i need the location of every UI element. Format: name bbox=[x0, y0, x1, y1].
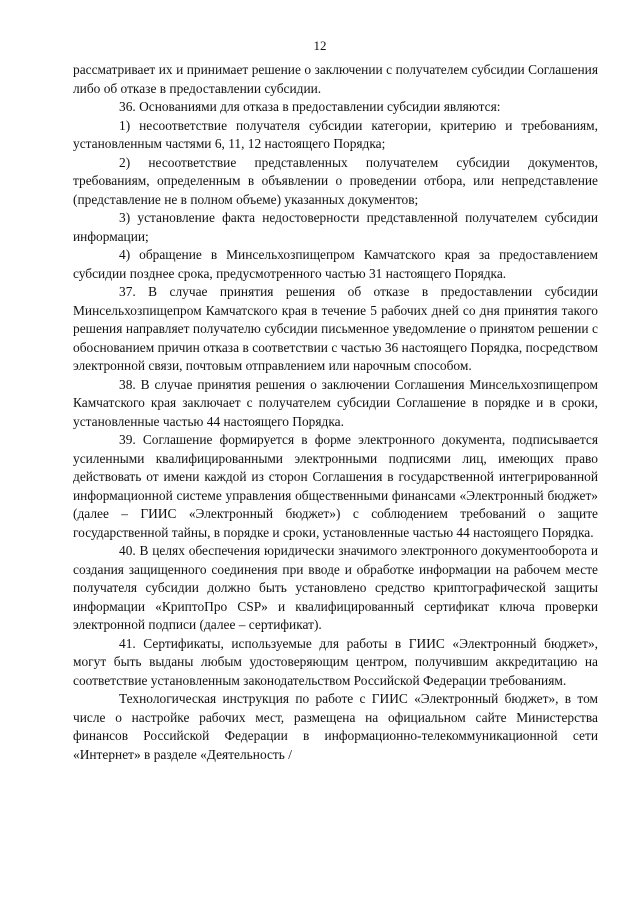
paragraph-41: 41. Сертификаты, используемые для работы в ГИИС «Электронный бюджет», могут быть выданы любым удостоверяющим центром, получившим аккредитацию на соответствие установленным законодательством Российской Федерации требованиям. bbox=[73, 635, 598, 688]
paragraph-37: 37. В случае принятия решения об отказе в предоставлении субсидии Минсельхозпищепром Камчатского края в течение 5 рабочих дней со дня принятия такого решения направляет получателю субсидии письменное уведомление о принятом решении с обоснованием причин отказа в соответствии с частью 36 настоящего Порядка, посредством электронной связи, почтовым отправлением или нарочным способом. bbox=[73, 284, 598, 373]
paragraph-continuation: рассматривает их и принимает решение о заключении с получателем субсидии Соглашения либо об отказе в предоставлении субсидии. bbox=[73, 62, 598, 96]
page-number: 12 bbox=[313, 38, 327, 53]
paragraph-36-item-1: 1) несоответствие получателя субсидии категории, критерию и требованиям, установленным частями 6, 11, 12 настоящего Порядка; bbox=[73, 117, 598, 151]
paragraph-40: 40. В целях обеспечения юридически значимого электронного документооборота и создания защищенного соединения при вводе и обработке информации на рабочем месте получателя субсидии должно быть установлено средство криптографической защиты информации «КриптоПро CSP» и квалифицированный сертификат ключа проверки электронной подписи (далее – сертификат). bbox=[73, 543, 598, 632]
paragraph-instruction: Технологическая инструкция по работе с ГИИС «Электронный бюджет», в том числе о настройке рабочих мест, размещена на официальном сайте Министерства финансов Российской Федерации в информационно-телекоммуникационной сети «Интернет» в разделе «Деятельность / bbox=[73, 691, 598, 762]
document-body bbox=[73, 61, 598, 764]
paragraph-36-item-2: 2) несоответствие представленных получателем субсидии документов, требованиям, определенным в объявлении о проведении отбора, или непредставление (представление не в полном объеме) указанных документов; bbox=[73, 154, 598, 207]
paragraph-38: 38. В случае принятия решения о заключении Соглашения Минсельхозпищепром Камчатского края заключает с получателем субсидии Соглашение в порядке и в сроки, установленные частью 44 настоящего Порядка. bbox=[73, 376, 598, 429]
paragraph-36-item-3: 3) установление факта недостоверности представленной получателем субсидии информации; bbox=[73, 210, 598, 244]
paragraph-36-item-4: 4) обращение в Минсельхозпищепром Камчатского края за предоставлением субсидии позднее срока, предусмотренного частью 31 настоящего Порядка. bbox=[73, 247, 598, 281]
paragraph-39: 39. Соглашение формируется в форме электронного документа, подписывается усиленными квалифицированными электронными подписями лиц, имеющих право действовать от имени каждой из сторон Соглашения в государственной интегрированной информационной системе управления общественными финансами «Электронный бюджет» (далее – ГИИС «Электронный бюджет») с соблюдением требований о защите государственной тайны, в порядке и сроки, установленные частью 44 настоящего Порядка. bbox=[73, 432, 598, 540]
paragraph-36-heading: 36. Основаниями для отказа в предоставлении субсидии являются: bbox=[119, 99, 501, 114]
